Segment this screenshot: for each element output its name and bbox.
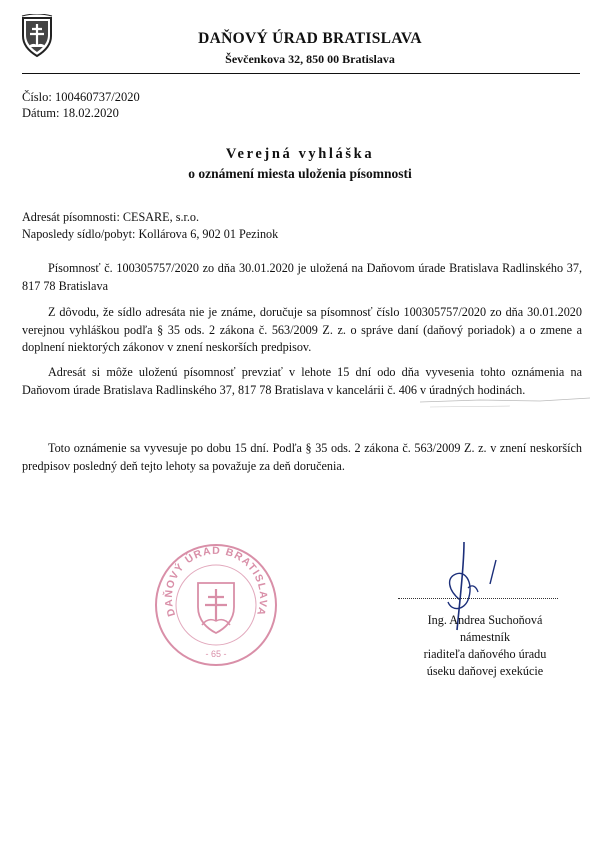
- office-address: Ševčenkova 32, 850 00 Bratislava: [225, 52, 395, 66]
- signature-line: [398, 598, 558, 599]
- signatory-role: námestník: [459, 630, 511, 644]
- paragraph-storage: Písomnosť č. 100305757/2020 zo dňa 30.01.2020 je uložená na Daňovom úrade Bratislava Radlinského 37, 817 78 Bratislava: [22, 261, 582, 293]
- header-divider: [22, 73, 580, 74]
- stamp-number: - 65 -: [205, 649, 227, 659]
- paragraph-pickup: Adresát si môže uloženú písomnosť prevziať v lehote 15 dní odo dňa vyvesenia tohto oznámenia na Daňovom úrade Bratislava Radlinského 37, 817 78 Bratislava v kancelárii č. 406 v úradných hodinách.: [22, 365, 582, 397]
- paragraph-posting-period: Toto oznámenie sa vyvesuje po dobu 15 dní. Podľa § 35 ods. 2 zákona č. 563/2009 Z. z. v znení neskorších predpisov posledný deň tejto lehoty sa považuje za deň doručenia.: [22, 441, 582, 473]
- stamp-text: DAŇOVÝ ÚRAD BRATISLAVA: [162, 544, 270, 618]
- signatory-role-department: úseku daňovej exekúcie: [426, 664, 544, 678]
- scan-artifact: [420, 380, 590, 410]
- official-stamp: [152, 541, 280, 669]
- paragraph-reason: Z dôvodu, že sídlo adresáta nie je známe, doručuje sa písomnosť číslo 100305757/2020 zo dňa 30.01.2020 verejnou vyhláškou podľa § 35 ods. 2 zákona č. 563/2009 Z. z. o správe daní (daňový poriadok) a o zmene a doplnení niektorých zákonov v znení neskorších predpisov.: [22, 305, 582, 354]
- addressee-name: Adresát písomnosti: CESARE, s.r.o.: [22, 210, 200, 224]
- coat-of-arms-emblem-icon: [20, 14, 54, 58]
- office-name: DAŇOVÝ ÚRAD BRATISLAVA: [198, 30, 422, 47]
- document-date: Dátum: 18.02.2020: [22, 106, 119, 120]
- document-subtitle: o oznámení miesta uloženia písomnosti: [188, 166, 412, 181]
- document-number: Číslo: 100460737/2020: [22, 90, 140, 104]
- signatory-role-office: riaditeľa daňového úradu: [423, 647, 547, 661]
- document-title: Verejná vyhláška: [225, 146, 375, 162]
- addressee-address: Naposledy sídlo/pobyt: Kollárova 6, 902 01 Pezinok: [22, 227, 279, 241]
- signatory-name: Ing. Andrea Suchoňová: [427, 613, 543, 627]
